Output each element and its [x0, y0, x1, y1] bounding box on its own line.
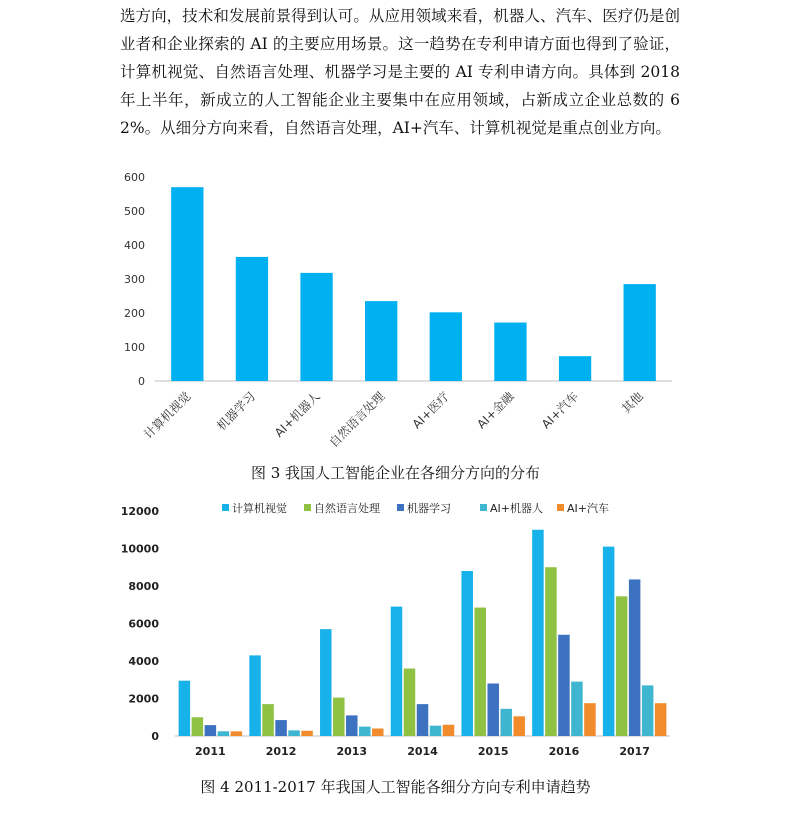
legend-label: 计算机视觉 [232, 502, 287, 515]
bar [231, 731, 243, 736]
bar [365, 301, 397, 381]
bar [372, 729, 384, 737]
x-tick-label: 其他 [618, 389, 646, 417]
bar [487, 684, 499, 737]
bar [333, 698, 345, 736]
bar [461, 571, 473, 736]
bar [171, 187, 203, 381]
legend-label: AI+机器人 [490, 502, 543, 515]
bar [655, 703, 667, 736]
bar [571, 682, 583, 736]
x-tick-label: AI+汽车 [538, 389, 582, 432]
x-tick-label: 2016 [548, 745, 580, 758]
bar [249, 655, 260, 736]
y-tick-label: 300 [124, 273, 145, 286]
bar [642, 685, 654, 736]
bar [584, 703, 596, 736]
x-tick-label: 2014 [407, 745, 438, 758]
body-paragraph: 选方向，技术和发展前景得到认可。从应用领域来看，机器人、汽车、医疗仍是创业者和企业探索的 AI 的主要应用场景。这一趋势在专利申请方面也得到了验证，计算机视觉、自然语言处理、机器学习是主要的 AI 专利申请方向。具体到 2018 年上半年，新成立的人工智能企业主要集中在应用领域，占新成立企业总数的 62%。从细分方向来看，自然语言处理，AI+汽车、计算机视觉是重点创业方向。 [120, 7, 680, 137]
x-tick-label: 自然语言处理 [326, 389, 388, 451]
bar [494, 323, 526, 381]
bar [262, 704, 274, 736]
y-tick-label: 400 [124, 239, 145, 252]
bar [532, 530, 544, 736]
legend-label: 自然语言处理 [314, 502, 380, 515]
bar [275, 720, 287, 736]
bar [559, 356, 591, 381]
bar [443, 725, 455, 736]
y-tick-label: 100 [124, 341, 145, 354]
y-tick-label: 6000 [128, 617, 159, 631]
legend-label: AI+汽车 [567, 502, 609, 515]
bar [359, 727, 371, 736]
y-tick-label: 0 [151, 730, 159, 743]
bar [603, 547, 615, 736]
y-tick-label: 2000 [128, 692, 159, 706]
x-tick-label: AI+金融 [474, 389, 517, 432]
bar [624, 284, 656, 381]
x-tick-label: 2011 [195, 745, 226, 758]
y-tick-label: 12000 [120, 505, 159, 518]
bar [391, 607, 403, 736]
x-tick-label: 计算机视觉 [141, 389, 194, 442]
y-tick-label: 600 [124, 171, 145, 184]
legend-swatch [557, 504, 564, 511]
bar [236, 257, 268, 381]
bar [430, 726, 442, 736]
x-tick-label: 2013 [336, 745, 368, 758]
bar [300, 273, 332, 381]
bar [192, 717, 204, 736]
y-tick-label: 0 [138, 375, 145, 388]
bar [558, 635, 570, 736]
bar [205, 725, 217, 736]
legend-swatch [397, 504, 404, 511]
bar [417, 704, 429, 736]
y-tick-label: 500 [124, 205, 145, 218]
bar [346, 715, 358, 736]
figure3-bar-chart [110, 165, 690, 450]
bar [320, 629, 332, 736]
bar [616, 596, 628, 736]
legend-label: 机器学习 [407, 502, 451, 515]
figure4-caption: 图 4 2011-2017 年我国人工智能各细分方向专利申请趋势 [200, 778, 591, 796]
figure3-caption: 图 3 我国人工智能企业在各细分方向的分布 [250, 464, 541, 482]
bar [301, 731, 313, 736]
bar [404, 669, 416, 737]
legend-swatch [304, 504, 311, 511]
legend-swatch [222, 504, 229, 511]
bar [545, 567, 557, 736]
x-tick-label: 2017 [619, 745, 650, 758]
bar [629, 579, 641, 736]
legend-swatch [480, 504, 487, 511]
figure4-grouped-bar-chart [120, 495, 690, 765]
x-tick-label: 2015 [477, 745, 509, 758]
bar [474, 608, 486, 736]
x-tick-label: AI+机器人 [271, 389, 323, 441]
x-tick-label: 2012 [265, 745, 297, 758]
bar [288, 730, 300, 736]
y-tick-label: 4000 [128, 655, 159, 668]
y-tick-label: 10000 [120, 542, 159, 556]
bar [430, 312, 462, 381]
x-tick-label: AI+医疗 [409, 389, 452, 432]
y-tick-label: 200 [124, 307, 145, 320]
bar [500, 709, 512, 736]
y-tick-label: 8000 [128, 580, 159, 593]
bar [513, 716, 525, 736]
bar [179, 681, 191, 736]
x-tick-label: 机器学习 [214, 389, 259, 434]
bar [218, 731, 230, 736]
